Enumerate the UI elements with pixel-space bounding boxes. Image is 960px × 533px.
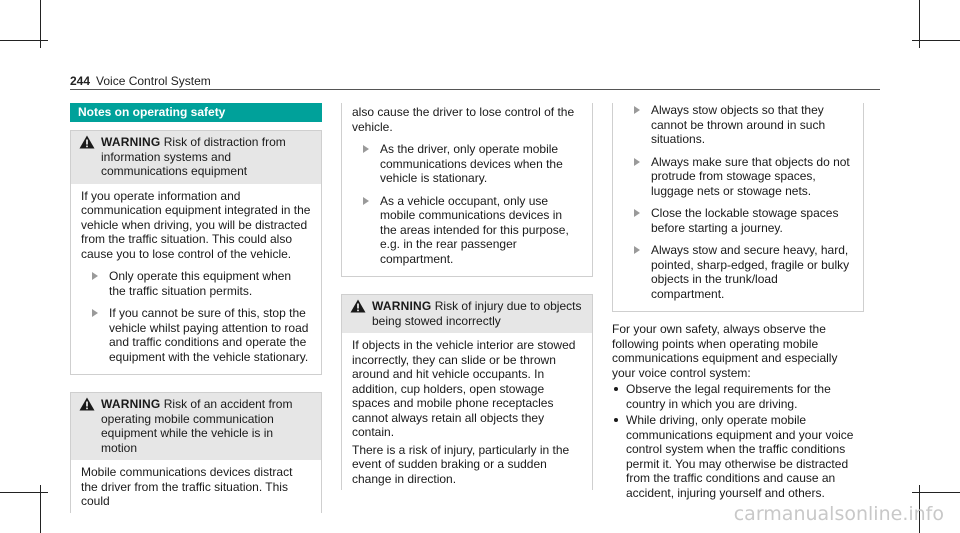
- section-title: Notes on operating safety: [70, 103, 322, 122]
- header-section: Voice Control System: [96, 74, 211, 88]
- warning-icon: [350, 299, 366, 313]
- warning-text: Risk of an accident from operating mobile communication equipment while the vehicle is in motion: [101, 397, 293, 455]
- warning-box-continued: [612, 103, 864, 312]
- list-item: Always stow objects so that they cannot be thrown around in such situations.: [623, 103, 853, 147]
- warning-label: WARNING: [372, 299, 432, 313]
- list-item: As the driver, only operate mobile communications devices when the vehicle is stationary.: [352, 142, 582, 186]
- arrow-bullet-icon: [634, 246, 640, 254]
- warning-paragraph: If you operate information and communication equipment integrated in the vehicle when driving, you will be distracted from the traffic situation. This could also cause you to lose control of the vehicle.: [81, 188, 311, 261]
- list-item: As a vehicle occupant, only use mobile communications devices in the areas intended for this purpose, e.g. in the rear passenger compartment.: [352, 194, 582, 267]
- arrow-bullet-icon: [363, 145, 369, 153]
- warning-body: [71, 460, 321, 513]
- bullet-dot-icon: [614, 387, 618, 391]
- arrow-bullet-icon: [92, 309, 98, 317]
- warning-paragraph: Mobile communications devices distract the driver from the traffic situation. This could: [81, 465, 293, 508]
- list-item: If you cannot be sure of this, stop the vehicle whilst paying attention to road and traffic conditions and operate the equipment with the vehicle stationary.: [81, 306, 311, 364]
- warning-text: Risk of injury due to objects being stowed incorrectly: [372, 299, 582, 328]
- warning-icon: [79, 135, 95, 149]
- warning-body: [71, 184, 321, 375]
- page-number: 244: [70, 74, 91, 88]
- column-3: [612, 103, 864, 500]
- crop-mark: [912, 492, 960, 493]
- warning-box: [70, 130, 322, 375]
- watermark: carmanualsonline.info: [733, 503, 944, 525]
- list-item: Always make sure that objects do not protrude from stowage spaces, luggage nets or stowage nets.: [623, 155, 853, 199]
- warning-box: [341, 294, 593, 490]
- warning-box-continued: [341, 103, 593, 277]
- warning-label: WARNING: [101, 135, 161, 149]
- warning-body: [613, 103, 863, 311]
- list-item: Always stow and secure heavy, hard, pointed, sharp-edged, fragile or bulky objects in the trunk/load compartment.: [623, 243, 853, 301]
- list-item: While driving, only operate mobile communications equipment and your voice control system when the traffic conditions permit it. You may otherwise be distracted from the traffic conditions and cause an accident, injuring yourself and others.: [612, 413, 864, 500]
- column-1: [70, 103, 322, 513]
- warning-paragraph: There is a risk of injury, particularly in the event of sudden braking or a sudden change in direction.: [352, 442, 570, 486]
- list-item: Close the lockable stowage spaces before starting a journey.: [623, 206, 853, 235]
- list-item: Observe the legal requirements for the country in which you are driving.: [612, 382, 864, 411]
- crop-mark: [0, 492, 48, 493]
- warning-header: [71, 131, 321, 184]
- column-2: [341, 103, 593, 490]
- arrow-bullet-icon: [92, 272, 98, 280]
- warning-header: [342, 295, 592, 333]
- warning-box: [70, 392, 322, 513]
- list-item: Only operate this equipment when the traffic situation permits.: [81, 269, 311, 298]
- warning-body: [342, 103, 592, 276]
- warning-text: Risk of distraction from information systems and communications equipment: [101, 135, 286, 178]
- arrow-bullet-icon: [634, 158, 640, 166]
- warning-label: WARNING: [101, 397, 161, 411]
- page-header: [70, 74, 211, 88]
- arrow-bullet-icon: [634, 106, 640, 114]
- crop-mark: [0, 40, 48, 41]
- warning-header: [71, 393, 321, 460]
- arrow-bullet-icon: [634, 209, 640, 217]
- warning-paragraph: also cause the driver to lose control of the vehicle.: [352, 105, 575, 134]
- warning-body: [342, 333, 592, 490]
- arrow-bullet-icon: [363, 197, 369, 205]
- warning-paragraph: If objects in the vehicle interior are stowed incorrectly, they can slide or be thrown around and hit vehicle occupants. In addition, cup holders, open stowage spaces and mobile phone receptacles cannot always retain all objects they contain.: [352, 338, 576, 439]
- warning-icon: [79, 397, 95, 411]
- header-rule: [70, 89, 880, 90]
- body-paragraph: For your own safety, always observe the following points when operating mobile communications equipment and especially your voice control system:: [612, 322, 838, 380]
- crop-mark: [912, 40, 960, 41]
- bullet-dot-icon: [614, 418, 618, 422]
